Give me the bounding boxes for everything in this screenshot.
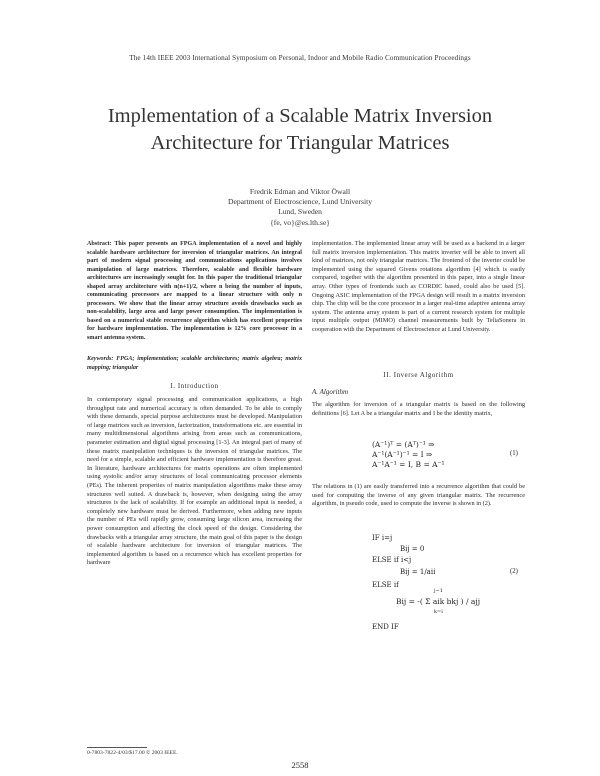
title-line-1: Implementation of a Scalable Matrix Inversion bbox=[107, 105, 493, 127]
equation-1-line-2: A⁻¹(A⁻¹)⁻¹ = I ⇒ bbox=[372, 450, 433, 459]
algorithm-text: The algorithm for inversion of a triangular matrix is based on the following definitions [6]. Let A be a triangular matrix and I be the identity matrix, bbox=[312, 401, 525, 417]
abstract: Abstract: This paper presents an FPGA implementation of a novel and highly scalable hardware architecture for inversion of triangular matrices. An integral part of modern signal processing and communications applications involves manipulation of large matrices. Therefore, scalable and flexible hardware architectures are increasingly sought for. In this paper the traditional triangular shaped array architecture with n(n+1)/2, where n being the number of inputs, communicating processors are mapped to a linear structure with only n processors. We show that the linear array structure avoids drawbacks such as non-scalability, large area and large power consumption. The implementation is based on a numerical stable recurrence algorithm which has excellent properties for hardware implementation. The implementation is 12% core processor in a smart antenna system. bbox=[87, 241, 302, 341]
paper-title bbox=[60, 103, 540, 157]
subsection-a-heading: A. Algorithm bbox=[312, 388, 349, 396]
sum-lower-limit: k=i bbox=[434, 609, 443, 615]
equation-2-number: (2) bbox=[510, 568, 518, 575]
equation-1-line-3: A⁻¹A⁻¹ = I, B = A⁻¹ bbox=[372, 460, 445, 469]
pseudo-b2: Bij = 1/aii bbox=[400, 568, 436, 576]
intro-continuation: implementation. The implemented linear array will be used as a backend in a larger full matrix inversion implementation. This matrix inverter will be able to invert all kind of matrices, not only triangular matrices. The frontend of the inverter could be implemented using the squared Givens rotations algorithm [4] which is easily compared, together with the algorithm presented in this paper, into a single linear array. Other types of frontends such as CORDIC based, could also be used [5]. Ongoing ASIC implementation of the FPGA design will result in a matrix inversion chip. The chip will be the core processor in a larger real-time adaptive antenna array system. The antenna array system is part of a current research system for multiple input multiple output (MIMO) channel measurements built by TeliaSonera in cooperation with the Department of Electroscience at Lund University. bbox=[312, 240, 525, 333]
author-names: Fredrik Edman and Viktor Öwall bbox=[249, 187, 351, 196]
sum-upper-limit: j−1 bbox=[434, 588, 443, 594]
section-1-heading: I. Introduction bbox=[170, 383, 219, 390]
equation-1 bbox=[372, 440, 445, 470]
page-number: 2558 bbox=[291, 760, 309, 770]
keywords: Keywords: FPGA; implementation; scalable architectures; matrix algebra; matrix mapping; triangular bbox=[87, 356, 302, 371]
pseudo-elseif-2: ELSE if bbox=[372, 581, 399, 589]
author-block bbox=[150, 187, 450, 228]
equation-1-number: (1) bbox=[510, 450, 518, 457]
copyright-footnote: 0-7803-7822-4/03/$17.00 © 2003 IEEE. bbox=[87, 750, 178, 756]
pseudo-b3: Bij = -( Σ aik bkj ) / ajj bbox=[396, 597, 481, 606]
section-1-body: In contemporary signal processing and communication applications, a high throughput rate and numerical accuracy is often demanded. To be able to comply with these demands, special purpose architectures must be developed. Manipulation of large matrices such as inversion, factorization, transformations etc. are essential in many multidimensional algorithms arising from areas such as communications, parameter estimation and digital signal processing [1-3]. An integral part of many of these matrix manipulation techniques is the inversion of triangular matrices. The need for a simple, scalable and efficient hardware implementation is therefore great. In literature, hardware architectures for matrix operations are often implemented using systolic and/or array structures of local communicating processor elements (PEs). The inherent properties of matrix manipulation algorithms make these array structures well suited. A drawback is, however, when designing using the array structures is the lack of scalability. If for example an additional input is needed, a completely new hardware must be derived. Furthermore, when adding new inputs the number of PEs will rapidly grow, consuming large silicon area, increasing the power consumption and affecting the clock speed of the design. Considering the drawbacks with a triangular array structure, the main goal of this paper is the design of scalable hardware architecture for inversion of triangular matrices. The implemented algorithm is based on a recurrence which has excellent properties for hardware bbox=[87, 396, 302, 567]
author-email: {fe, vo}@es.lth.se} bbox=[270, 217, 330, 227]
title-line-2: Architecture for Triangular Matrices bbox=[150, 132, 450, 154]
section-2-heading: II. Inverse Algorithm bbox=[383, 372, 454, 379]
pseudo-b1: Bij = 0 bbox=[400, 545, 425, 553]
pseudo-elseif-1: ELSE if i<j bbox=[372, 556, 412, 564]
footnote-divider bbox=[87, 747, 147, 748]
pseudo-if: IF i=j bbox=[372, 534, 393, 542]
conference-header: The 14th IEEE 2003 International Symposium on Personal, Indoor and Mobile Radio Communication Proceedings bbox=[129, 54, 471, 62]
author-department: Department of Electroscience, Lund University bbox=[227, 197, 373, 207]
equation-1-line-1: (A⁻¹)ᵀ = (Aᵀ)⁻¹ ⇒ bbox=[372, 440, 435, 449]
author-location: Lund, Sweden bbox=[278, 207, 322, 217]
pseudo-endif: END IF bbox=[372, 623, 399, 631]
algorithm-text-2: The relations in (1) are easily transferred into a recurrence algorithm that could be used for computing the inverse of any given triangular matrix. The recurrence algorithm, in pseudo code, used to compute the inverse is shown in (2). bbox=[312, 483, 525, 508]
